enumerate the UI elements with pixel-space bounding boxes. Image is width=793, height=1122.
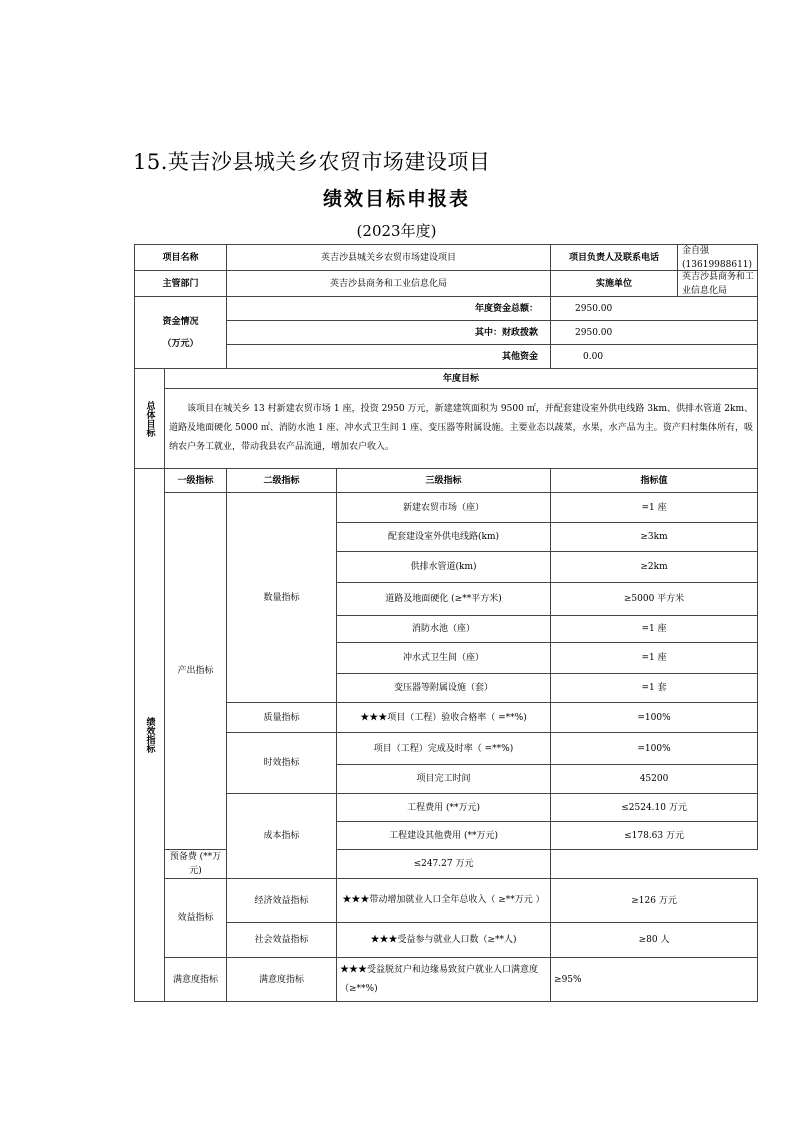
indicator-value: =100% <box>551 703 758 733</box>
funds-fiscal-label: 其中：财政拨款 <box>227 321 551 345</box>
indicator-value: ≥2km <box>551 552 758 583</box>
unit-label: 实施单位 <box>551 271 678 296</box>
unit-cell <box>551 271 758 297</box>
unit-value: 英吉沙县商务和工业信息化局 <box>682 271 755 296</box>
goal-side-label: 总体目标 <box>135 369 165 469</box>
level3-text: 项目完工时间 <box>337 765 551 794</box>
level3-text: ★★★受益参与就业人口数（≥**人) <box>337 923 551 958</box>
document-heading: 15.英吉沙县城关乡农贸市场建设项目 <box>133 150 491 174</box>
funds-fiscal-value: 2950.00 <box>551 321 758 345</box>
goal-text-row <box>135 389 758 469</box>
goal-header: 年度目标 <box>165 369 758 389</box>
funds-total-value: 2950.00 <box>551 297 758 321</box>
indicator-row <box>135 958 758 1002</box>
level2-economic: 经济效益指标 <box>227 879 337 923</box>
contact-cell <box>551 245 758 271</box>
col-level1: 一级指标 <box>165 469 227 493</box>
dept-value: 英吉沙县商务和工业信息化局 <box>227 271 551 297</box>
level1-output: 产出指标 <box>165 493 227 850</box>
indicator-value: ≥80 人 <box>551 923 758 958</box>
level3-text: 项目（工程）完成及时率（ =**%) <box>337 733 551 765</box>
indicator-value: =1 座 <box>551 493 758 523</box>
level2-time: 时效指标 <box>227 733 337 794</box>
contact-value: 金自强 (13619988611) <box>682 245 753 270</box>
indicator-value: 45200 <box>551 765 758 794</box>
project-name-label: 项目名称 <box>135 245 227 271</box>
indicator-value: ≤178.63 万元 <box>551 822 758 850</box>
level3-text: 道路及地面硬化 (≥**平方米) <box>337 583 551 616</box>
indicator-row <box>135 879 758 923</box>
project-name-value: 英吉沙县城关乡农贸市场建设项目 <box>227 245 551 271</box>
level3-text: ★★★项目（工程）验收合格率（ =**%) <box>337 703 551 733</box>
level2-social: 社会效益指标 <box>227 923 337 958</box>
level3-text: 工程建设其他费用 (**万元) <box>337 822 551 850</box>
indicator-header-row <box>135 469 758 493</box>
indicator-side-label: 绩效指标 <box>135 469 165 1002</box>
level2-satisfaction: 满意度指标 <box>227 958 337 1002</box>
col-level3: 三级指标 <box>337 469 551 493</box>
level3-text: 消防水池（座） <box>337 616 551 643</box>
level3-text: 变压器等附属设施（套） <box>337 674 551 703</box>
funds-other-row <box>135 345 758 369</box>
funds-fiscal-row <box>135 321 758 345</box>
contact-label: 项目负责人及联系电话 <box>551 245 678 270</box>
indicator-row <box>135 923 758 958</box>
level1-benefit: 效益指标 <box>165 879 227 958</box>
indicator-value: =100% <box>551 733 758 765</box>
indicator-value: =1 套 <box>551 674 758 703</box>
level2-quantity: 数量指标 <box>227 493 337 703</box>
level3-text: 工程费用 (**万元) <box>337 794 551 822</box>
indicator-row <box>135 493 758 523</box>
form-title: 绩效目标申报表 <box>322 188 470 210</box>
indicator-value: ≥3km <box>551 523 758 552</box>
funds-label-line2: （万元） <box>162 338 199 349</box>
level1-satisfaction: 满意度指标 <box>165 958 227 1002</box>
performance-target-table <box>134 244 758 1002</box>
funds-total-row <box>135 297 758 321</box>
level3-text: 供排水管道(km) <box>337 552 551 583</box>
col-level2: 二级指标 <box>227 469 337 493</box>
indicator-row <box>135 703 758 733</box>
indicator-value: ≥126 万元 <box>551 879 758 923</box>
goal-text: 该项目在城关乡 13 村新建农贸市场 1 座，投资 2950 万元，新建建筑面积为 9500 ㎡，并配套建设室外供电线路 3km、供排水管道 2km、道路及地面硬化 5000 ㎡、消防水池 1 座、冲水式卫生间 1 座、变压器等附属设施。主要业态以蔬菜，水果，水产品为主。资产归村集体所有，吸纳农户务工就业，带动我县农产品流通，增加农户收入。 <box>165 389 758 469</box>
goal-header-row <box>135 369 758 389</box>
indicator-value: ≥5000 平方米 <box>551 583 758 616</box>
dept-row <box>135 271 758 297</box>
level3-text: 预备费 (**万元) <box>165 850 227 879</box>
funds-other-label: 其他资金 <box>227 345 551 369</box>
level2-quality: 质量指标 <box>227 703 337 733</box>
form-year: (2023年度) <box>356 222 437 240</box>
indicator-value: =1 座 <box>551 616 758 643</box>
funds-other-value: 0.00 <box>551 345 758 369</box>
level3-text: 新建农贸市场（座） <box>337 493 551 523</box>
level3-text: ★★★受益脱贫户和边缘易致贫户就业人口满意度（≥**%) <box>337 958 551 1002</box>
indicator-value: =1 座 <box>551 643 758 674</box>
indicator-value: ≥95% <box>551 958 758 1002</box>
funds-total-label: 年度资金总额： <box>227 297 551 321</box>
indicator-value: ≤2524.10 万元 <box>551 794 758 822</box>
col-value: 指标值 <box>551 469 758 493</box>
level3-text: 冲水式卫生间（座） <box>337 643 551 674</box>
level3-text: 配套建设室外供电线路(km) <box>337 523 551 552</box>
indicator-value: ≤247.27 万元 <box>337 850 551 879</box>
level3-text: ★★★带动增加就业人口全年总收入（ ≥**万元 ） <box>337 879 551 923</box>
funds-label-line1: 资金情况 <box>162 316 199 327</box>
indicator-row <box>135 794 758 822</box>
dept-label: 主管部门 <box>135 271 227 297</box>
level2-cost: 成本指标 <box>227 794 337 879</box>
funds-label <box>135 297 227 369</box>
indicator-row <box>135 733 758 765</box>
project-name-row <box>135 245 758 271</box>
